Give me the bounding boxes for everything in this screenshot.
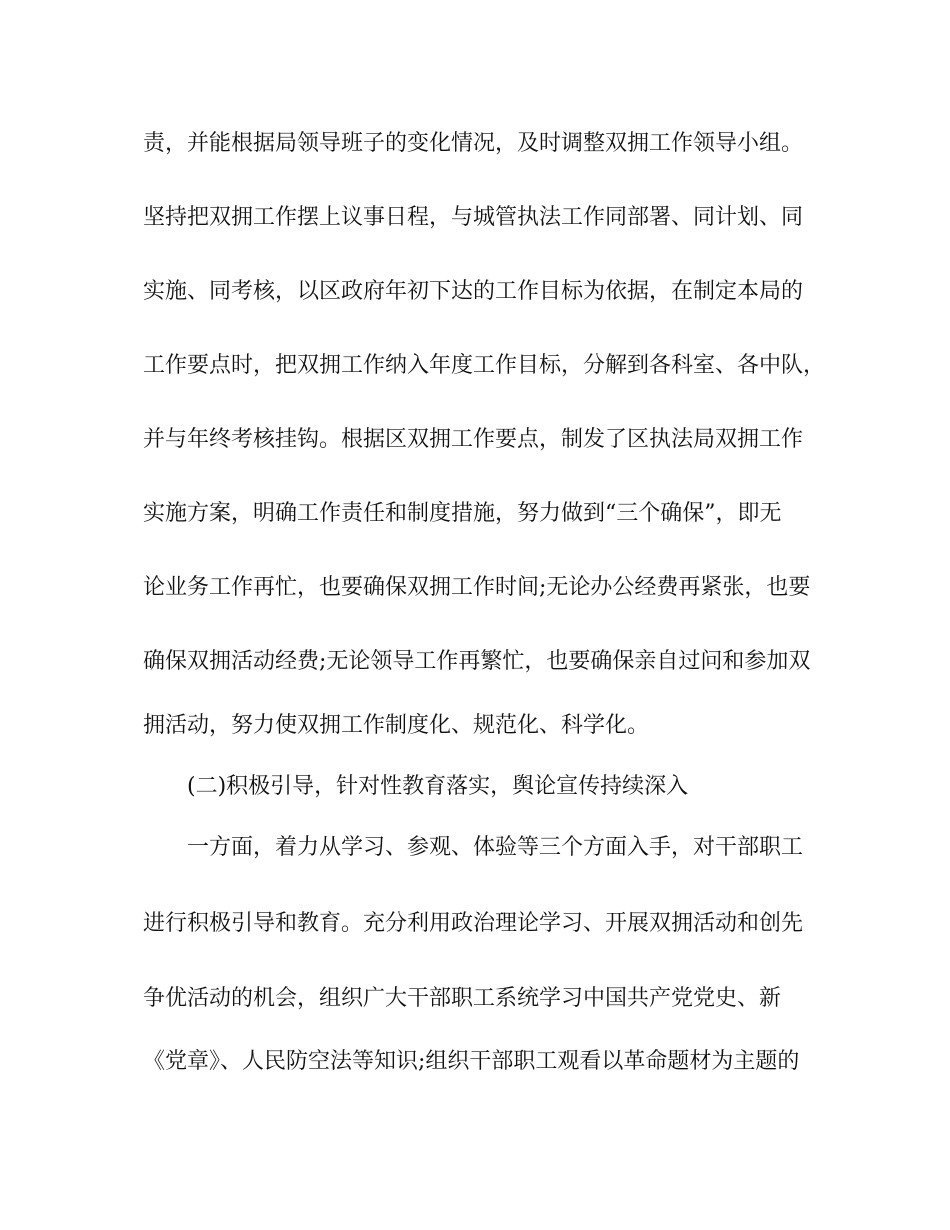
text-line: 论业务工作再忙，也要确保双拥工作时间;无论办公经费再紧张，也要	[143, 575, 811, 600]
text-line: 《党章》、人民防空法等知识;组织干部职工观看以革命题材为主题的	[143, 1049, 800, 1074]
section-heading: (二)积极引导，针对性教育落实，舆论宣传持续深入	[187, 774, 689, 799]
text-line: 实施、同考核，以区政府年初下达的工作目标为依据，在制定本局的	[143, 279, 804, 304]
text-line: 进行积极引导和教育。充分利用政治理论学习、开展双拥活动和创先	[143, 911, 804, 936]
text-line: 一方面，着力从学习、参观、体验等三个方面入手，对干部职工	[187, 835, 804, 860]
text-line: 确保双拥活动经费;无论领导工作再繁忙，也要确保亲自过问和参加双	[143, 649, 811, 674]
text-line: 实施方案，明确工作责任和制度措施，努力做到“三个确保”，即无	[143, 501, 782, 526]
text-line: 工作要点时，把双拥工作纳入年度工作目标，分解到各科室、各中队，	[143, 353, 826, 378]
text-line: 坚持把双拥工作摆上议事日程，与城管执法工作同部署、同计划、同	[143, 205, 804, 230]
text-line: 并与年终考核挂钩。根据区双拥工作要点，制发了区执法局双拥工作	[143, 427, 804, 452]
text-line: 拥活动，努力使双拥工作制度化、规范化、科学化。	[143, 713, 650, 738]
text-line: 争优活动的机会，组织广大干部职工系统学习中国共产党党史、新	[143, 986, 782, 1011]
text-line: 责，并能根据局领导班子的变化情况，及时调整双拥工作领导小组。	[143, 131, 804, 156]
